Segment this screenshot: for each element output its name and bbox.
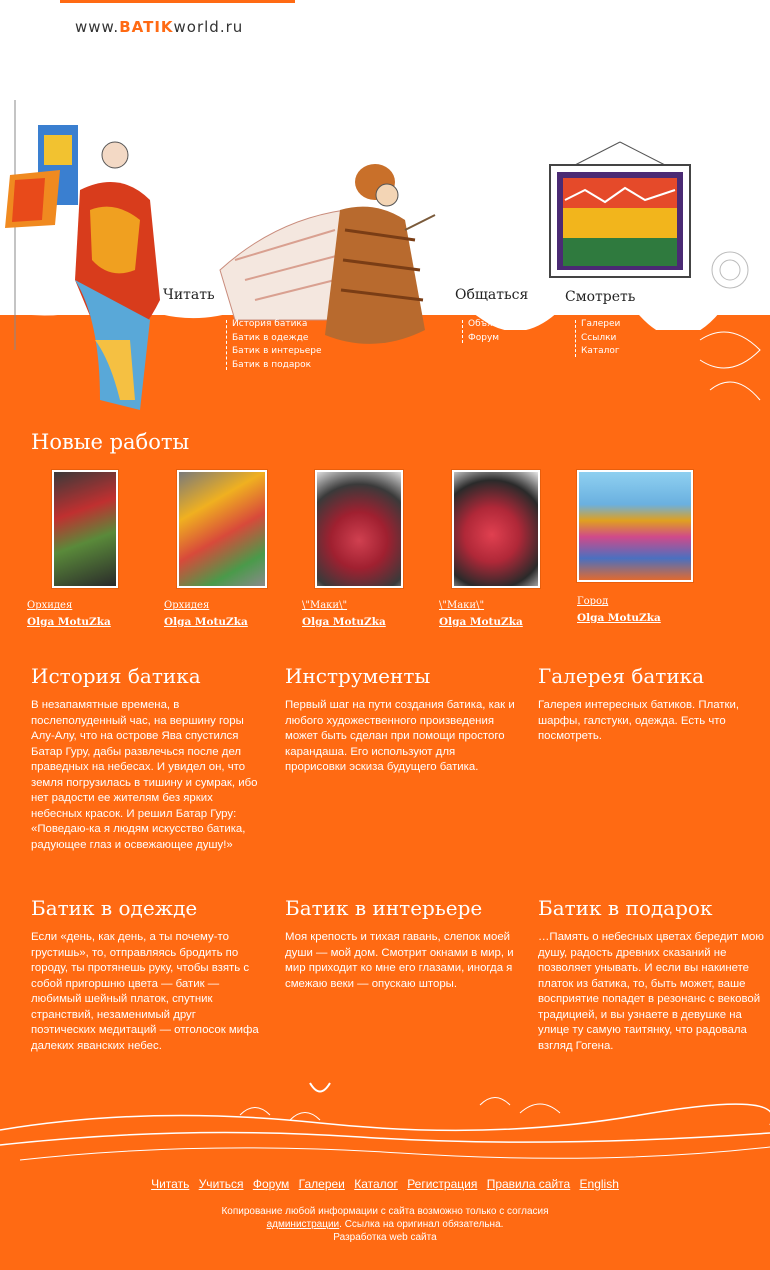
nav-watch-item[interactable]: Ссылки <box>581 332 617 343</box>
work-thumbnail[interactable] <box>452 470 540 588</box>
footer-link[interactable]: Каталог <box>354 1177 398 1191</box>
copyright-text: Копирование любой информации с сайта возможно только с согласия <box>221 1206 549 1217</box>
footer-decor-lines <box>0 1075 770 1170</box>
article-title[interactable]: История батика <box>31 664 201 688</box>
work-thumbnail[interactable] <box>177 470 267 588</box>
footer-nav <box>0 1177 770 1191</box>
footer-link[interactable]: Форум <box>252 1177 290 1191</box>
footer-link[interactable]: Читать <box>151 1177 190 1191</box>
footer-link[interactable]: Галереи <box>298 1177 345 1191</box>
article-title[interactable]: Инструменты <box>285 664 431 688</box>
article-text: Моя крепость и тихая гавань, слепок моей души — мой дом. Смотрит окнами в мир, и мир приходит ко мне его глазами, иногда я смежаю веки — опускаю шторы. <box>285 931 514 990</box>
article-text: Если «день, как день, а ты почему-то грустишь», то, отправляясь бродить по городу, ты протянешь руку, чтобы взять с собой пригоршню цвета — батик — любимый шейный платок, спутник странствий, незаменимый друг поэтических медитаций — отголосок мифа далеких яванских небес. <box>31 931 259 1052</box>
nav-read-list <box>232 318 322 372</box>
work-author-link[interactable]: Olga MotuZka <box>439 616 523 628</box>
nav-talk-item[interactable]: Форум <box>468 332 500 343</box>
footer-copyright <box>0 1205 770 1244</box>
work-thumbnail[interactable] <box>52 470 118 588</box>
work-caption <box>27 599 111 629</box>
nav-talk-item[interactable]: Объявления <box>468 319 527 329</box>
nav-talk-list <box>468 318 526 345</box>
nav-read-item[interactable]: История батика <box>232 319 308 329</box>
decor-swirls <box>690 230 770 430</box>
work-caption <box>164 599 248 629</box>
nav-read-item[interactable]: Батик в интерьере <box>232 346 322 356</box>
article-block <box>285 896 515 992</box>
article-title[interactable]: Батик в подарок <box>538 896 713 920</box>
work-name-link[interactable]: Город <box>577 596 609 607</box>
developer-credit[interactable]: Разработка web сайта <box>333 1232 437 1243</box>
article-title[interactable]: Галерея батика <box>538 664 705 688</box>
work-thumbnail[interactable] <box>315 470 403 588</box>
illustration-framed-batik <box>545 140 695 285</box>
nav-read-title[interactable]: Читать <box>163 287 215 303</box>
footer-link[interactable]: Правила сайта <box>486 1177 571 1191</box>
work-author-link[interactable]: Olga MotuZka <box>27 616 111 628</box>
nav-watch-list <box>581 318 620 359</box>
article-title[interactable]: Батик в одежде <box>31 896 198 920</box>
article-text: Галерея интересных батиков. Платки, шарфы, галстуки, одежда. Есть что посмотреть. <box>538 699 740 742</box>
site-logo[interactable]: www.BATIKworld.ru <box>75 18 244 36</box>
article-title[interactable]: Батик в интерьере <box>285 896 483 920</box>
nav-read-item[interactable]: Батик в одежде <box>232 332 309 343</box>
nav-watch-title[interactable]: Смотреть <box>565 289 636 305</box>
article-text: Первый шаг на пути создания батика, как и любого художественного произведения может быть сделан при помощи простого карандаша. Его используют для прорисовки эскиза будущего батика. <box>285 699 515 773</box>
copyright-text: . Ссылка на оригинал обязательна. <box>339 1219 504 1230</box>
article-text: В незапамятные времена, в послеполуденный час, на вершину горы Алу-Алу, что на острове Ява спустился Батар Гуру, дабы развлечься после дел праведных на небесах. И увидел он, что земля погрузилась в тишину и сумрак, ибо нет радости ее жителям без ярких небесных красок. И решил Батар Гуру: «Поведаю-ка я людям искусство батика, радующее глаз и освежающее душу!» <box>31 699 258 851</box>
work-caption <box>439 599 523 629</box>
work-name-link[interactable]: \"Маки\" <box>439 600 485 611</box>
article-block <box>31 664 261 853</box>
nav-read-item[interactable]: Батик в подарок <box>232 359 312 370</box>
work-caption <box>302 599 386 629</box>
work-author-link[interactable]: Olga MotuZka <box>302 616 386 628</box>
work-thumbnail[interactable] <box>577 470 693 582</box>
article-block <box>538 896 768 1054</box>
top-decor-bar <box>60 0 295 3</box>
article-block <box>31 896 261 1054</box>
admin-link[interactable]: администрации <box>266 1219 340 1230</box>
article-text: …Память о небесных цветах бередит мою душу, радость древних сказаний не позволяет унывать. И если вы накинете платок из батика, то, быть может, ваше восприятие попадет в резонанс с вековой традицией, и вы узнаете в девушке на улице ту самую таитянку, что радовала взгляд Гогена. <box>538 931 764 1052</box>
work-author-link[interactable]: Olga MotuZka <box>164 616 248 628</box>
illustration-woman-lamp <box>0 100 200 420</box>
work-name-link[interactable]: \"Маки\" <box>302 600 348 611</box>
footer-link[interactable]: Учиться <box>198 1177 244 1191</box>
new-works-title: Новые работы <box>31 430 190 454</box>
work-author-link[interactable]: Olga MotuZka <box>577 612 661 624</box>
article-block <box>538 664 768 745</box>
work-caption <box>577 595 661 625</box>
work-name-link[interactable]: Орхидея <box>164 600 210 611</box>
work-name-link[interactable]: Орхидея <box>27 600 73 611</box>
footer-link[interactable]: English <box>579 1177 619 1191</box>
nav-watch-item[interactable]: Галереи <box>581 319 621 329</box>
footer-link[interactable]: Регистрация <box>407 1177 478 1191</box>
article-block <box>285 664 515 776</box>
nav-talk-title[interactable]: Общаться <box>455 287 529 303</box>
nav-watch-item[interactable]: Каталог <box>581 346 620 356</box>
